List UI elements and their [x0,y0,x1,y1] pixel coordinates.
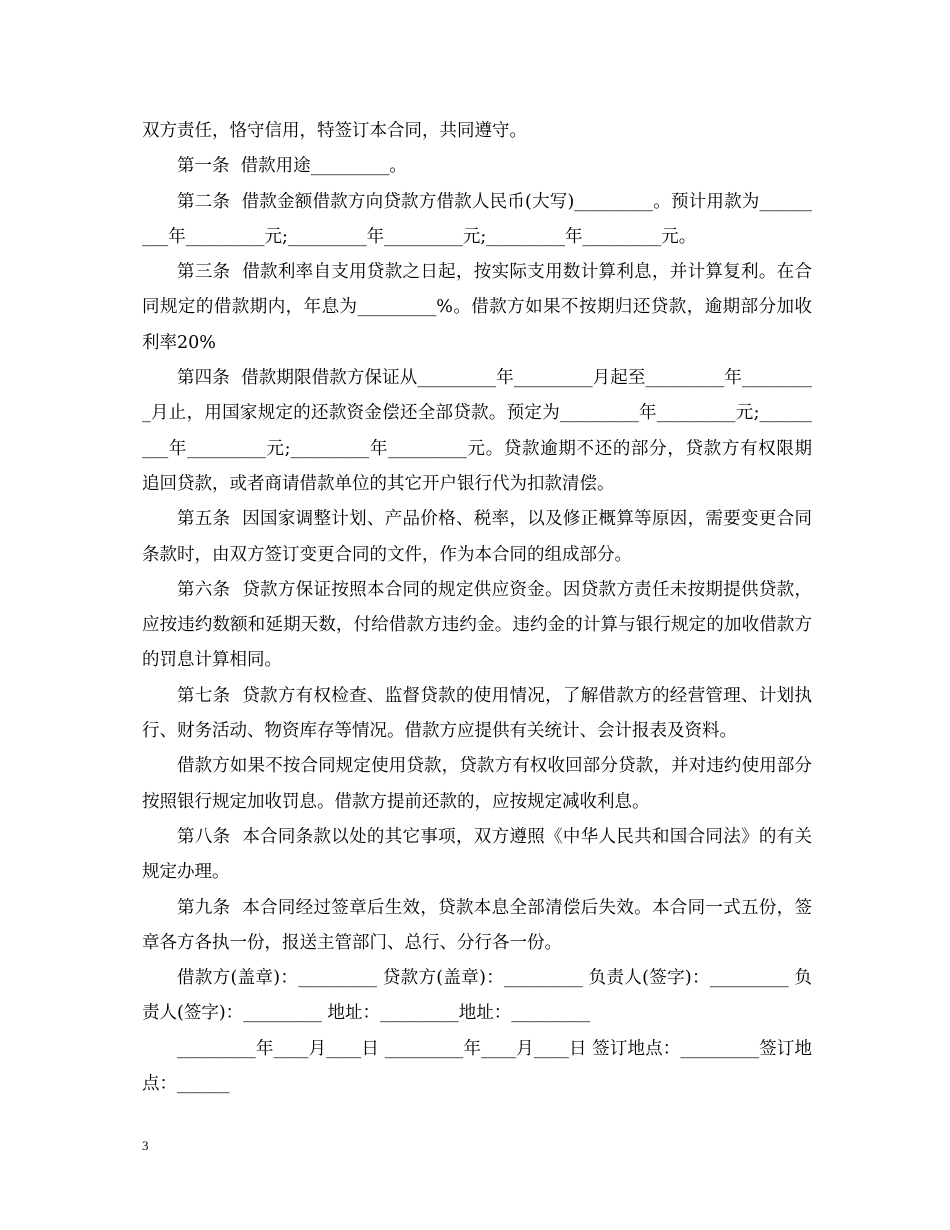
paragraph: 第九条 本合同经过签章后生效，贷款本息全部清偿后失效。本合同一式五份，签章各方各执一份，报送主管部门、总行、分行各一份。 [142,897,812,953]
paragraph: 第一条 借款用途_________。 [177,156,407,177]
page-number: 3 [142,1138,149,1153]
paragraph: 第四条 借款期限借款方保证从_________年_________月起至_________年_________月止，用国家规定的还款资金偿还全部贷款。预定为_________年_________元;_________年_________元;_________年_________元。贷款逾期不还的部分，贷款方有权限期追回贷款，或者商请借款单位的其它开户银行代为扣款清偿。 [142,368,812,494]
signature-line: 借款方(盖章)：_________ 贷款方(盖章)：_________ 负责人(签字)：_________ 负责人(签字)：_________ 地址：_________地址：_________ [142,968,812,1024]
paragraph: 第七条 贷款方有权检查、监督贷款的使用情况，了解借款方的经营管理、计划执行、财务活动、物资库存等情况。借款方应提供有关统计、会计报表及资料。 [142,685,812,742]
paragraph: 第五条 因国家调整计划、产品价格、税率，以及修正概算等原因，需要变更合同条款时，由双方签订变更合同的文件，作为本合同的组成部分。 [142,509,812,565]
paragraph: 借款方如果不按合同规定使用贷款，贷款方有权收回部分贷款，并对违约使用部分按照银行规定加收罚息。借款方提前还款的，应按规定减收利息。 [142,756,812,812]
paragraph: 双方责任，恪守信用，特签订本合同，共同遵守。 [142,121,527,141]
paragraph: 第八条 本合同条款以处的其它事项，双方遵照《中华人民共和国合同法》的有关规定办理。 [142,826,812,883]
paragraph: 第二条 借款金额借款方向贷款方借款人民币(大写)_________。预计用款为_________年_________元;_________年_________元;_________年_________元。 [142,191,812,247]
paragraph: 第六条 贷款方保证按照本合同的规定供应资金。因贷款方责任未按期提供贷款，应按违约数额和延期天数，付给借款方违约金。违约金的计算与银行规定的加收借款方的罚息计算相同。 [142,579,812,671]
paragraph: 第三条 借款利率自支用贷款之日起，按实际支用数计算利息，并计算复利。在合同规定的借款期内，年息为_________%。借款方如果不按期归还贷款，逾期部分加收利率20% [142,262,812,353]
date-place-line: _________年____月____日 _________年____月____日 签订地点：_________签订地点：______ [142,1038,812,1095]
contract-body [142,114,812,1102]
